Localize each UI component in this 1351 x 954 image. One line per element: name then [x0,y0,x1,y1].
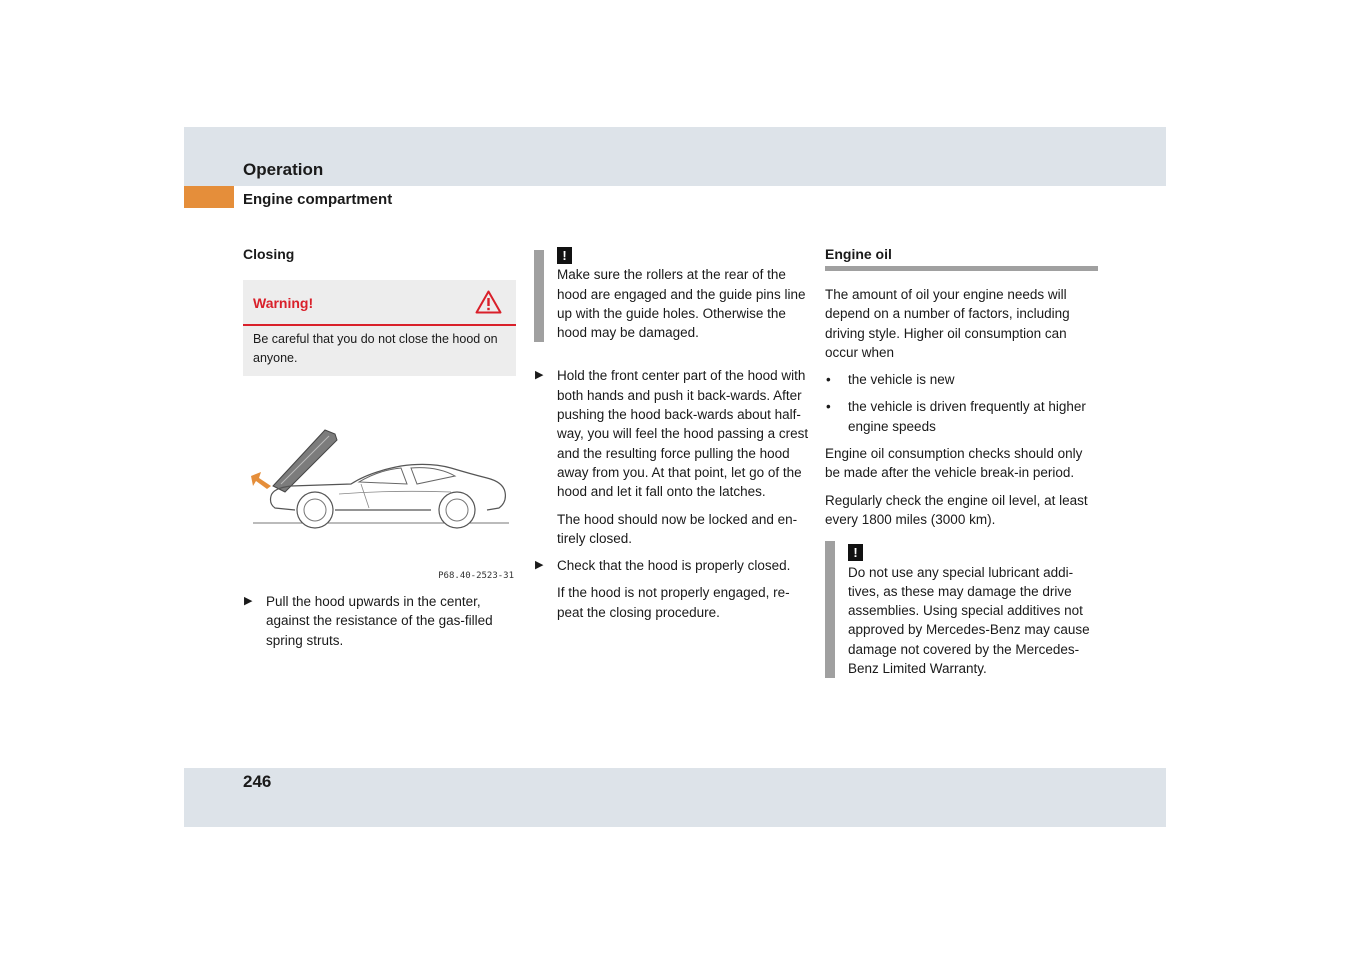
note-bar [825,541,835,678]
warning-label: Warning! [253,295,314,311]
list-item [825,397,1098,436]
note-text: Make sure the rollers at the rear of the hood are engaged and the guide pins line up with the guide holes. Otherwise the hood may be damaged. [557,267,806,341]
step-pull-hood [243,592,516,650]
column-engine-oil [825,244,1098,678]
paragraph-break-in: Engine oil consumption checks should only be made after the vehicle break-in period. [825,446,1083,481]
page-number: 246 [243,772,272,791]
column-closing [243,244,516,658]
warning-header [243,280,516,326]
paragraph-oil-check: Regularly check the engine oil level, at least every 1800 miles (3000 km). [825,492,1088,527]
exclamation-icon: ! [848,544,863,561]
paragraph-repeat: If the hood is not properly engaged, re-peat the closing procedure. [557,585,790,620]
heading-rule [825,266,1098,271]
paragraph-hood-locked: The hood should now be locked and en-tirely closed. [557,511,798,546]
hood-closing-illustration [243,386,516,592]
step-arrow-icon: ▶ [535,369,544,382]
car-hood-drawing [251,426,513,538]
note-text: Do not use any special lubricant addi-tives, as these may damage the drive assemblies. Using special additives not approved by Mercedes-Benz may cause damage not covered by the Mercedes-Benz Limited Warranty. [848,564,1090,677]
engine-oil-intro: The amount of oil your engine needs will depend on a number of factors, including driving style. Higher oil consumption can occur when [825,287,1070,360]
exclamation-icon: ! [557,247,572,264]
step-push-hood [534,366,809,501]
note-bar [534,250,544,342]
step-check-hood [534,556,809,575]
list-item-text: the vehicle is driven frequently at higher engine speeds [848,399,1086,434]
step-text: Hold the front center part of the hood with both hands and push it back-wards. After pushing the hood back-wards about half-way, you will feel the hood passing a crest and the resulting force pulling the hood away from you. At that point, let go of the hood and let it fall onto the latches. [557,368,809,500]
warning-triangle-icon [475,290,502,314]
closing-heading: Closing [243,246,295,262]
engine-oil-heading: Engine oil [825,246,892,262]
step-text: Pull the hood upwards in the center, against the resistance of the gas-filled spring struts. [266,594,493,648]
header-band [184,127,1166,186]
bullet-icon: • [826,372,831,388]
warning-box [243,280,516,376]
caution-note [534,244,809,342]
section-tab-marker [184,186,234,208]
bullet-icon: • [826,399,831,415]
figure-caption: P68.40-2523-31 [438,570,514,581]
footer-band [184,768,1166,827]
section-title: Operation [243,160,324,179]
warning-text: Be careful that you do not close the hood on anyone. [253,332,498,365]
list-item-text: the vehicle is new [848,372,955,388]
list-item [825,370,1098,389]
step-arrow-icon: ▶ [244,595,253,607]
column-instructions [534,244,809,630]
caution-note [825,541,1098,678]
step-arrow-icon: ▶ [535,559,544,572]
step-text: Check that the hood is properly closed. [557,558,791,574]
subsection-title: Engine compartment [243,191,393,208]
